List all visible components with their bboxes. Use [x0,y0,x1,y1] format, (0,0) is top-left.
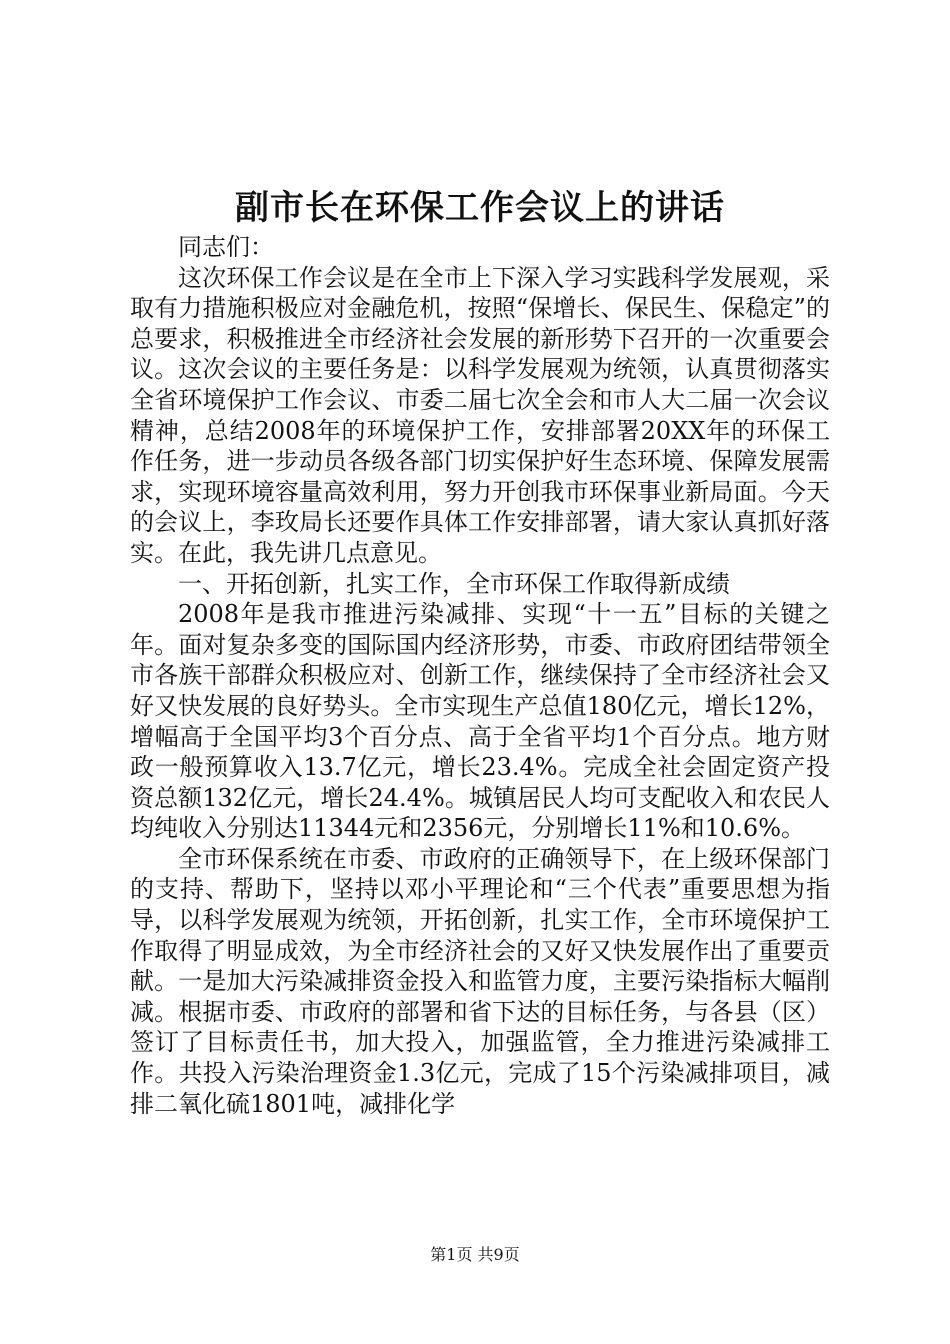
document-title: 副市长在环保工作会议上的讲话 [235,188,725,228]
salutation-paragraph: 同志们： [178,233,274,261]
document-body [130,232,830,1119]
page-footer: 第1页 共9页 [430,1245,520,1264]
intro-paragraph: 这次环保工作会议是在全市上下深入学习实践科学发展观，采取有力措施积极应对金融危机，按照“保增长、保民生、保稳定”的总要求，积极推进全市经济社会发展的新形势下召开的一次重要会议。这次会议的主要任务是：以科学发展观为统领，认真贯彻落实全省环境保护工作会议、市委二届七次全会和市人大二届一次会议精神，总结2008年的环境保护工作，安排部署20XX年的环保工作任务，进一步动员各级各部门切实保护好生态环境、保障发展需求，实现环境容量高效利用，努力开创我市环保事业新局面。今天的会议上，李玫局长还要作具体工作安排部署，请大家认真抓好落实。在此，我先讲几点意见。 [130,263,830,567]
economy-paragraph: 2008年是我市推进污染减排、实现“十一五”目标的关键之年。面对复杂多变的国际国内经济形势，市委、市政府团结带领全市各族干部群众积极应对、创新工作，继续保持了全市经济社会又好又快发展的良好势头。全市实现生产总值180亿元，增长12%，增幅高于全国平均3个百分点、高于全省平均1个百分点。地方财政一般预算收入13.7亿元，增长23.4%。完成全社会固定资产投资总额132亿元，增长24.4%。城镇居民人均可支配收入和农民人均纯收入分别达11344元和2356元，分别增长11%和10.6%。 [130,600,830,843]
environment-paragraph: 全市环保系统在市委、市政府的正确领导下，在上级环保部门的支持、帮助下，坚持以邓小平理论和“三个代表”重要思想为指导，以科学发展观为统领，开拓创新，扎实工作，全市环境保护工作取得了明显成效，为全市经济社会的又好又快发展作出了重要贡献。一是加大污染减排资金投入和监管力度，主要污染指标大幅削减。根据市委、市政府的部署和省下达的目标任务，与各县（区）签订了目标责任书，加大投入，加强监管，全力推进污染减排工作。共投入污染治理资金1.3亿元，完成了15个污染减排项目，减排二氧化硫1801吨，减排化学 [130,844,830,1118]
section-heading: 一、开拓创新，扎实工作，全市环保工作取得新成绩 [178,569,730,598]
